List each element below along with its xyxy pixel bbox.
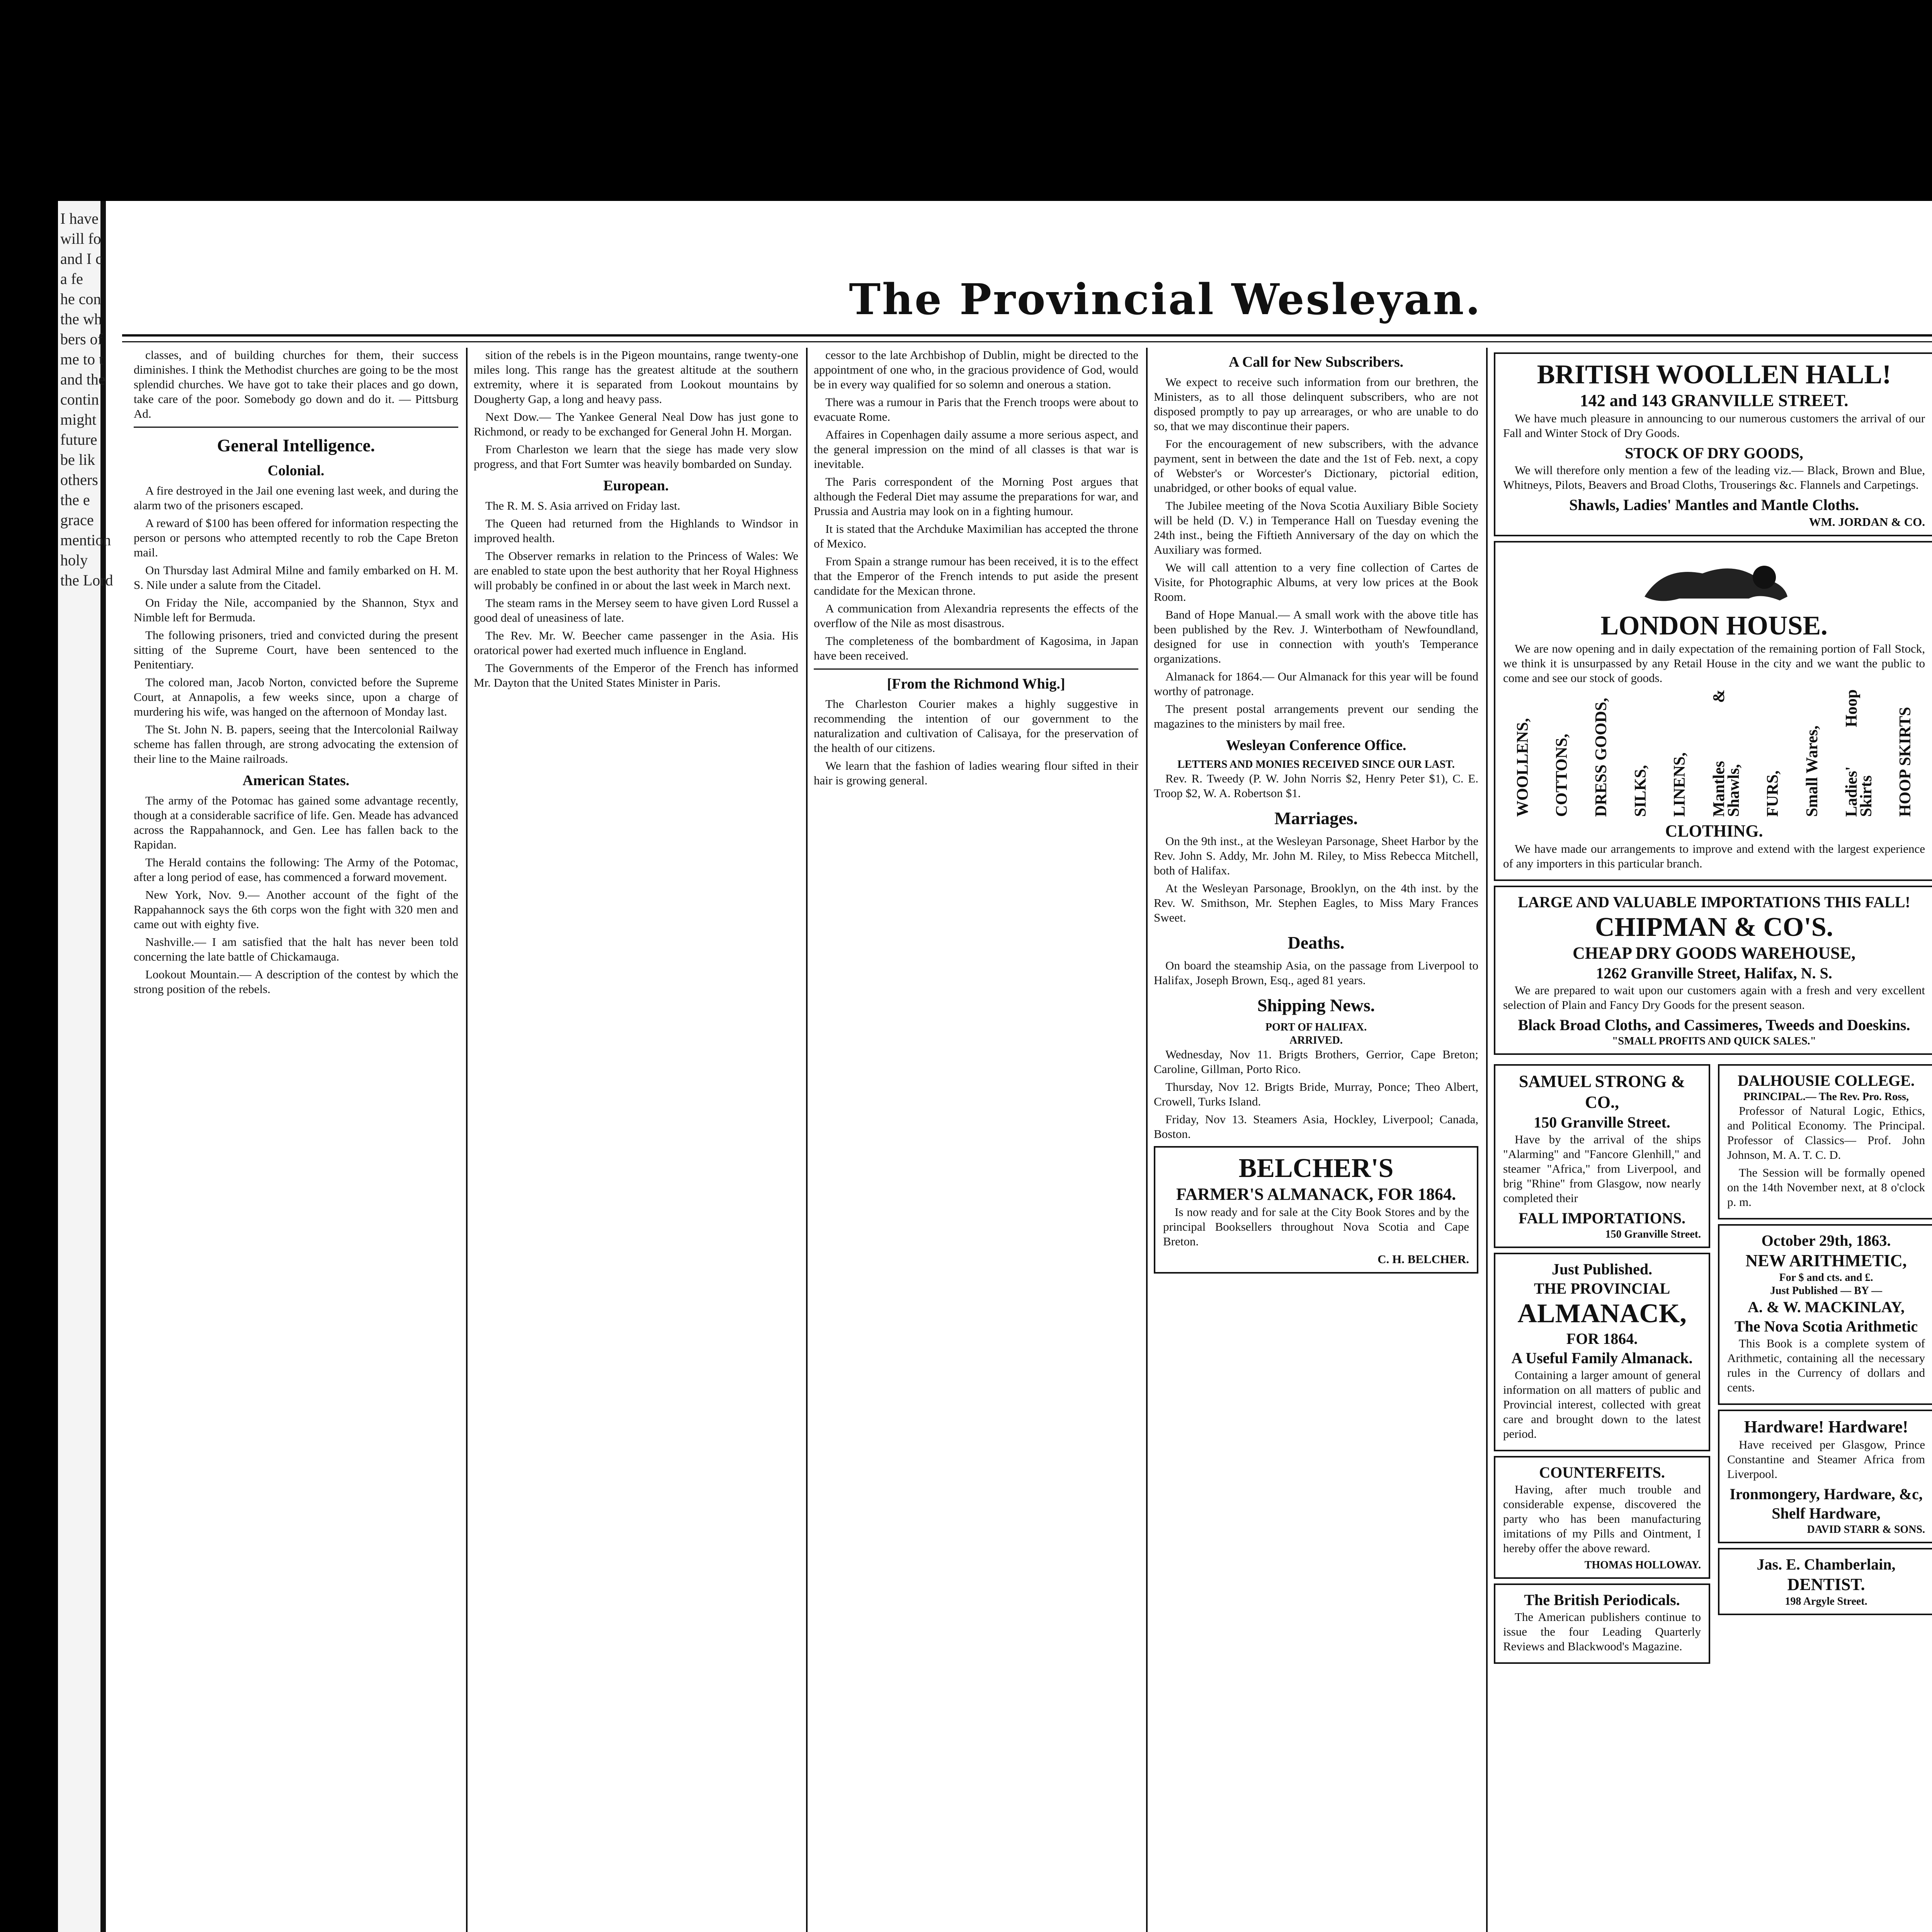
american-paragraph: New York, Nov. 9.— Another account of the fight of the Rappahannock says the 6th corps won the fight with 320 men and came out with eighty five. [134, 888, 458, 931]
european-paragraph: The Governments of the Emperor of the French has informed Mr. Dayton that the United States Minister in Paris. [474, 661, 798, 689]
lower-ads-row [1494, 1060, 1932, 1668]
article-paragraph: sition of the rebels is in the Pigeon mountains, range twenty-one miles long. This range has the greatest altitude at the southern extremity, where it is separated from Lookout mountains by Dougherty Gap, a long and heavy pass. [474, 348, 798, 406]
counterfeits-ad [1494, 1456, 1710, 1579]
american-paragraph: Lookout Mountain.— A description of the contest by which the strong position of the rebels. [134, 968, 458, 996]
article-paragraph: The completeness of the bombardment of Kagosima, in Japan have been received. [814, 634, 1138, 662]
article-paragraph: From Spain a strange rumour has been received, it is to the effect that the Emperor of the French intends to put aside the present candidate for the Mexican throne. [814, 554, 1138, 597]
heading-deaths: Deaths. [1287, 933, 1345, 952]
arith-title: NEW ARITHMETIC, [1745, 1251, 1907, 1270]
belcher-ad [1154, 1146, 1478, 1274]
european-paragraph: The Observer remarks in relation to the Princess of Wales: We are enabled to state upon the best authority that her Royal Highness will probably be confined in or about the last week in March next. [474, 549, 798, 592]
chipman-subtitle: CHEAP DRY GOODS WAREHOUSE, [1573, 944, 1855, 963]
notice-paragraph: The present postal arrangements prevent our sending the magazines to the ministers by mail free. [1154, 702, 1478, 730]
notice-paragraph: Band of Hope Manual.— A small work with the above title has been published by the Rev. J. Winterbotham of Newfoundland, designed for use in connection with youth's Temperance organizations. [1154, 608, 1478, 665]
article-paragraph: The Charleston Courier makes a highly suggestive in recommending the intention of our government to the naturalization and cultivation of Calisaya, for the preservation of the health of our citizens. [814, 697, 1138, 755]
almanack-title: ALMANACK, [1517, 1299, 1687, 1328]
article-paragraph: There was a rumour in Paris that the French troops were about to evacuate Rome. [814, 395, 1138, 423]
colonial-paragraph: On Thursday last Admiral Milne and family embarked on H. M. S. Nile under a salute from the Citadel. [134, 563, 458, 592]
chipman-paragraph: We are prepared to wait upon our customers again with a fresh and very excellent selection of Plain and Fancy Dry Goods for the present season. [1503, 983, 1925, 1012]
goods-item: FURS, [1764, 770, 1782, 817]
european-paragraph: The Rev. Mr. W. Beecher came passenger in the Asia. His oratorical power had exerted much influence in England. [474, 629, 798, 657]
article-paragraph: From Charleston we learn that the siege has made very slow progress, and that Fort Sumter was heavily bombarded on Sunday. [474, 442, 798, 471]
woollen-shawls: Shawls, Ladies' Mantles and Mantle Cloths. [1569, 496, 1859, 514]
office-paragraph: Rev. R. Tweedy (P. W. John Norris $2, Henry Peter $1), C. E. Troop $2, W. A. Robertson $1. [1154, 772, 1478, 800]
colonial-paragraph: A reward of $100 has been offered for information respecting the person or persons who attempted recently to rob the Cape Breton mail. [134, 516, 458, 559]
intro-paragraph: classes, and of building churches for them, their success diminishes. I think the Methodist churches are going to be the most splendid churches. We have got to take their places and go down, take care of the poor. Somebody go down and do it. — Pittsburg Ad. [134, 348, 458, 420]
article-paragraph: We learn that the fashion of ladies wearing flour sifted in their hair is growing general. [814, 759, 1138, 787]
column-1 [134, 348, 458, 1932]
notice-paragraph: For the encouragement of new subscribers, with the advance payment, sent in between the date and the 1st of Feb. next, a copy of Webster's or Worcester's Dictionary, pictorial edition, unabridged, or other books of equal value. [1154, 437, 1478, 495]
samuel-address: 150 Granville Street. [1534, 1114, 1670, 1131]
column-4 [1154, 348, 1478, 1932]
article-paragraph: A communication from Alexandria represents the effects of the overflow of the Nile as most disastrous. [814, 602, 1138, 630]
london-paragraph: We are now opening and in daily expectation of the remaining portion of Fall Stock, we think it is unsurpassed by any Retail House in the city and we want the public to come and see our stock of goods. [1503, 642, 1925, 685]
dalhousie-paragraph: The Session will be formally opened on the 14th November next, at 8 o'clock p. m. [1727, 1166, 1925, 1209]
heading-shipping-news: Shipping News. [1257, 995, 1375, 1015]
european-paragraph: The Queen had returned from the Highlands to Windsor in improved health. [474, 517, 798, 545]
divider [814, 668, 1138, 670]
article-paragraph: The Paris correspondent of the Morning Post argues that although the Federal Diet may assume the preparations for war, and Prussia and Austria may look on in a fighting humour. [814, 475, 1138, 518]
masthead: The Provincial Wesleyan. [849, 274, 1482, 324]
goods-item: Ladies' Hoop Skirts [1842, 689, 1875, 817]
colonial-paragraph: On Friday the Nile, accompanied by the Shannon, Styx and Nimble left for Bermuda. [134, 596, 458, 624]
lion-illustration-icon [1633, 550, 1795, 608]
marriage-entry: On the 9th inst., at the Wesleyan Parsonage, Sheet Harbor by the Rev. John S. Addy, Mr. John M. Riley, to Miss Rebecca Mitchell, both of Halifax. [1154, 834, 1478, 877]
lower-right-ads [1718, 1060, 1932, 1668]
samuel-title: SAMUEL STRONG & CO., [1519, 1072, 1685, 1112]
colonial-paragraph: A fire destroyed in the Jail one evening last week, and during the alarm two of the prisoners escaped. [134, 484, 458, 512]
notice-paragraph: Almanack for 1864.— Our Almanack for this year will be found worthy of patronage. [1154, 670, 1478, 698]
hardware-title: Hardware! Hardware! [1744, 1417, 1908, 1436]
goods-item: LINENS, [1671, 752, 1689, 817]
lower-left-ads [1494, 1060, 1710, 1668]
hardware-iron: Ironmongery, Hardware, &c, [1730, 1485, 1923, 1503]
dalhousie-paragraph: Professor of Natural Logic, Ethics, and Political Economy. The Principal. Professor of Classics— Prof. John Johnson, M. A. T. C. D. [1727, 1104, 1925, 1162]
column-5 [1494, 348, 1932, 1932]
divider [134, 427, 458, 428]
provincial-label: THE PROVINCIAL [1534, 1280, 1670, 1297]
column-rule [1486, 348, 1488, 1932]
chipman-address: 1262 Granville Street, Halifax, N. S. [1596, 964, 1832, 982]
counterfeits-signature: THOMAS HOLLOWAY. [1584, 1559, 1701, 1571]
woollen-paragraph: We will therefore only mention a few of the leading viz.— Black, Brown and Blue, Whitneys, Pilots, Beavers and Broad Cloths, Trouserings &c. Flannels and Carpetings. [1503, 463, 1925, 492]
almanack-useful: A Useful Family Almanack. [1511, 1349, 1693, 1367]
dalhousie-college-ad [1718, 1064, 1932, 1219]
edge-fragment-text: I have will fo and I c a fe he con the wh bers of me to t and the contin might future be lik others the e grace mention holy the Lord [60, 210, 113, 589]
heading-colonial: Colonial. [267, 463, 325, 479]
dalhousie-title: DALHOUSIE COLLEGE. [1738, 1072, 1915, 1089]
arith-by: A. & W. MACKINLAY, [1747, 1298, 1905, 1316]
goods-item: SILKS, [1631, 765, 1650, 817]
heading-call-for-subscribers: A Call for New Subscribers. [1228, 354, 1404, 370]
clothing-heading: CLOTHING. [1665, 821, 1763, 840]
goods-item: DRESS GOODS, [1592, 697, 1610, 817]
clothing-paragraph: We have made our arrangements to improve and extend with the largest experience of any importers in this particular branch. [1503, 842, 1925, 870]
hardware-paragraph: Have received per Glasgow, Prince Constantine and Steamer Africa from Liverpool. [1727, 1438, 1925, 1481]
arith-paragraph: This Book is a complete system of Arithmetic, containing all the necessary rules in the Currency of dollars and cents. [1727, 1337, 1925, 1394]
london-goods-list [1503, 689, 1925, 817]
column-3 [814, 348, 1138, 1932]
european-paragraph: The R. M. S. Asia arrived on Friday last. [485, 499, 680, 512]
chipman-motto: "SMALL PROFITS AND QUICK SALES." [1612, 1035, 1816, 1047]
article-paragraph: Affaires in Copenhagen daily assume a more serious aspect, and the general impression on the mind of all classes is that war is inevitable. [814, 428, 1138, 471]
periodicals-paragraph: The American publishers continue to issue the four Leading Quarterly Reviews and Blackwood's Magazine. [1503, 1610, 1701, 1653]
goods-item: Small Wares, [1803, 725, 1821, 817]
shipping-entry: Thursday, Nov 12. Brigts Bride, Murray, Ponce; Theo Albert, Crowell, Turks Island. [1154, 1080, 1478, 1108]
woollen-signature: WM. JORDAN & CO. [1809, 515, 1925, 529]
chamberlain-address: 198 Argyle Street. [1785, 1595, 1867, 1607]
british-woollen-hall-ad [1494, 352, 1932, 536]
goods-item: COTTONS, [1553, 733, 1571, 817]
colonial-paragraph: The following prisoners, tried and convicted during the present sitting of the Supreme Court, have been sentenced to the Penitentiary. [134, 628, 458, 671]
hardware-ad [1718, 1410, 1932, 1543]
american-paragraph: The Herald contains the following: The Army of the Potomac, after a long period of ease, has commenced a forward movement. [134, 855, 458, 884]
column-2 [474, 348, 798, 1932]
counterfeits-title: COUNTERFEITS. [1539, 1464, 1665, 1481]
masthead-rule [122, 334, 1932, 342]
woollen-title: BRITISH WOOLLEN HALL! [1537, 360, 1891, 389]
goods-item: WOOLLENS, [1514, 718, 1532, 817]
arith-date: October 29th, 1863. [1761, 1232, 1891, 1249]
port-label: PORT OF HALIFAX. [1265, 1021, 1367, 1033]
shipping-entry: Wednesday, Nov 11. Brigts Brothers, Gerrior, Cape Breton; Caroline, Gillman, Porto Rico. [1154, 1048, 1478, 1076]
woollen-address: 142 and 143 GRANVILLE STREET. [1580, 391, 1849, 410]
chipman-title: CHIPMAN & CO'S. [1595, 912, 1833, 942]
almanack-paragraph: Containing a larger amount of general information on all matters of public and Provincial interest, collected with great care and brought down to the latest period. [1503, 1368, 1701, 1440]
just-published: Just Published. [1551, 1260, 1653, 1278]
london-house-title: LONDON HOUSE. [1600, 611, 1828, 641]
samuel-strong-ad [1494, 1064, 1710, 1248]
european-paragraph: The steam rams in the Mersey seem to have given Lord Russel a good deal of uneasiness of late. [474, 596, 798, 624]
woollen-stock: STOCK OF DRY GOODS, [1625, 444, 1803, 462]
belcher-subtitle: FARMER'S ALMANACK, FOR 1864. [1176, 1185, 1456, 1204]
london-house-ad [1494, 541, 1932, 881]
notice-paragraph: We will call attention to a very fine collection of Cartes de Visite, for Photographic Albums, at very low prices at the Book Room. [1154, 561, 1478, 604]
notice-paragraph: The Jubilee meeting of the Nova Scotia Auxiliary Bible Society will be held (D. V.) in Temperance Hall on Tuesday evening the 24th inst., being the Fiftieth Anniversary of the day on which the Auxiliary was formed. [1154, 499, 1478, 556]
samuel-paragraph: Have by the arrival of the ships "Alarming" and "Fancore Glenhill," and steamer "Africa," from Liverpool, and brig "Rhine" from Glasgow, now nearly completed their [1503, 1133, 1701, 1205]
arith-pub: Just Published — BY — [1770, 1285, 1882, 1297]
article-paragraph: It is stated that the Archduke Maximilian has accepted the throne of Mexico. [814, 522, 1138, 550]
goods-item: HOOP SKIRTS [1896, 707, 1915, 817]
heading-marriages: Marriages. [1274, 808, 1358, 828]
counterfeits-paragraph: Having, after much trouble and considerable expense, discovered the party who has been manufacturing imitations of my Pills and Ointment, I hereby offer the above reward. [1503, 1483, 1701, 1555]
paper-sheet [58, 201, 1932, 1932]
goods-item: Mantles & Shawls, [1710, 689, 1743, 817]
chipman-cloths: Black Broad Cloths, and Cassimeres, Tweeds and Doeskins. [1518, 1016, 1910, 1034]
column-rule [466, 348, 468, 1932]
provincial-almanack-ad [1494, 1253, 1710, 1451]
woollen-paragraph: We have much pleasure in announcing to our numerous customers the arrival of our Fall and Winter Stock of Dry Goods. [1503, 412, 1925, 440]
chamberlain-dentist: DENTIST. [1787, 1575, 1865, 1594]
belcher-signature: C. H. BELCHER. [1378, 1252, 1469, 1266]
chamberlain-ad [1718, 1548, 1932, 1615]
column-rule [806, 348, 808, 1932]
almanack-year: FOR 1864. [1566, 1330, 1638, 1347]
heading-european: European. [603, 478, 669, 494]
american-paragraph: Nashville.— I am satisfied that the halt has never been told concerning the late battle of Chickamauga. [134, 935, 458, 963]
samuel-fall: FALL IMPORTATIONS. [1519, 1209, 1685, 1227]
periodicals-ad [1494, 1583, 1710, 1664]
column-rule [1146, 348, 1148, 1932]
death-entry: On board the steamship Asia, on the passage from Liverpool to Halifax, Joseph Brown, Esq., aged 81 years. [1154, 959, 1478, 987]
heading-american-states: American States. [242, 772, 350, 789]
large-importations: LARGE AND VALUABLE IMPORTATIONS THIS FALL! [1518, 893, 1910, 911]
notice-paragraph: We expect to receive such information from our brethren, the Ministers, as to all those delinquent subscribers, who are not disposed promptly to pay up arrearages, or who are unable to do so, that we may discontinue their papers. [1154, 375, 1478, 433]
hardware-shelf: Shelf Hardware, [1772, 1505, 1881, 1522]
arithmetic-ad [1718, 1224, 1932, 1405]
belcher-title: BELCHER'S [1238, 1153, 1394, 1183]
article-paragraph: cessor to the late Archbishop of Dublin, might be directed to the appointment of one who, in the gracious providence of God, would be in every way qualified for so solemn and onerous a station. [814, 348, 1138, 391]
shipping-entry: Friday, Nov 13. Steamers Asia, Hockley, Liverpool; Canada, Boston. [1154, 1112, 1478, 1141]
adjacent-page-edge [58, 201, 113, 1932]
from-richmond-label: [From the Richmond Whig.] [887, 676, 1065, 692]
chamberlain-name: Jas. E. Chamberlain, [1757, 1556, 1896, 1573]
chipman-ad [1494, 886, 1932, 1055]
hardware-signature: DAVID STARR & SONS. [1807, 1524, 1925, 1536]
heading-conference-office: Wesleyan Conference Office. [1226, 737, 1406, 753]
heading-general-intelligence: General Intelligence. [217, 435, 375, 455]
periodicals-title: The British Periodicals. [1524, 1591, 1680, 1609]
american-paragraph: The army of the Potomac has gained some advantage recently, though at a considerable sacrifice of life. Gen. Meade has advanced across the Rappahannock, and Gen. Lee has fallen back to the Rapidan. [134, 794, 458, 851]
article-paragraph: Next Dow.— The Yankee General Neal Dow has just gone to Richmond, or ready to be exchanged for General John H. Morgan. [474, 410, 798, 438]
arith-nova: The Nova Scotia Arithmetic [1734, 1318, 1918, 1335]
dalhousie-principal: PRINCIPAL.— The Rev. Pro. Ross, [1743, 1091, 1909, 1103]
belcher-paragraph: Is now ready and for sale at the City Book Stores and by the principal Booksellers throughout Nova Scotia and Cape Breton. [1163, 1205, 1469, 1248]
marriage-entry: At the Wesleyan Parsonage, Brooklyn, on the 4th inst. by the Rev. W. Smithson, Mr. Stephen Eagles, to Miss Mary Frances Sweet. [1154, 881, 1478, 924]
office-subheading: LETTERS AND MONIES RECEIVED SINCE OUR LAST. [1177, 759, 1455, 770]
arrived-label: ARRIVED. [1289, 1034, 1343, 1046]
colonial-paragraph: The St. John N. B. papers, seeing that the Intercolonial Railway scheme has fallen through, are strong advocating the extension of their line to the Maine railroads. [134, 723, 458, 765]
arith-sub: For $ and cts. and £. [1779, 1272, 1873, 1284]
samuel-signature: 150 Granville Street. [1605, 1228, 1701, 1240]
colonial-paragraph: The colored man, Jacob Norton, convicted before the Supreme Court, at Annapolis, a few weeks since, upon a charge of murdering his wife, was hanged on the afternoon of Monday last. [134, 675, 458, 718]
